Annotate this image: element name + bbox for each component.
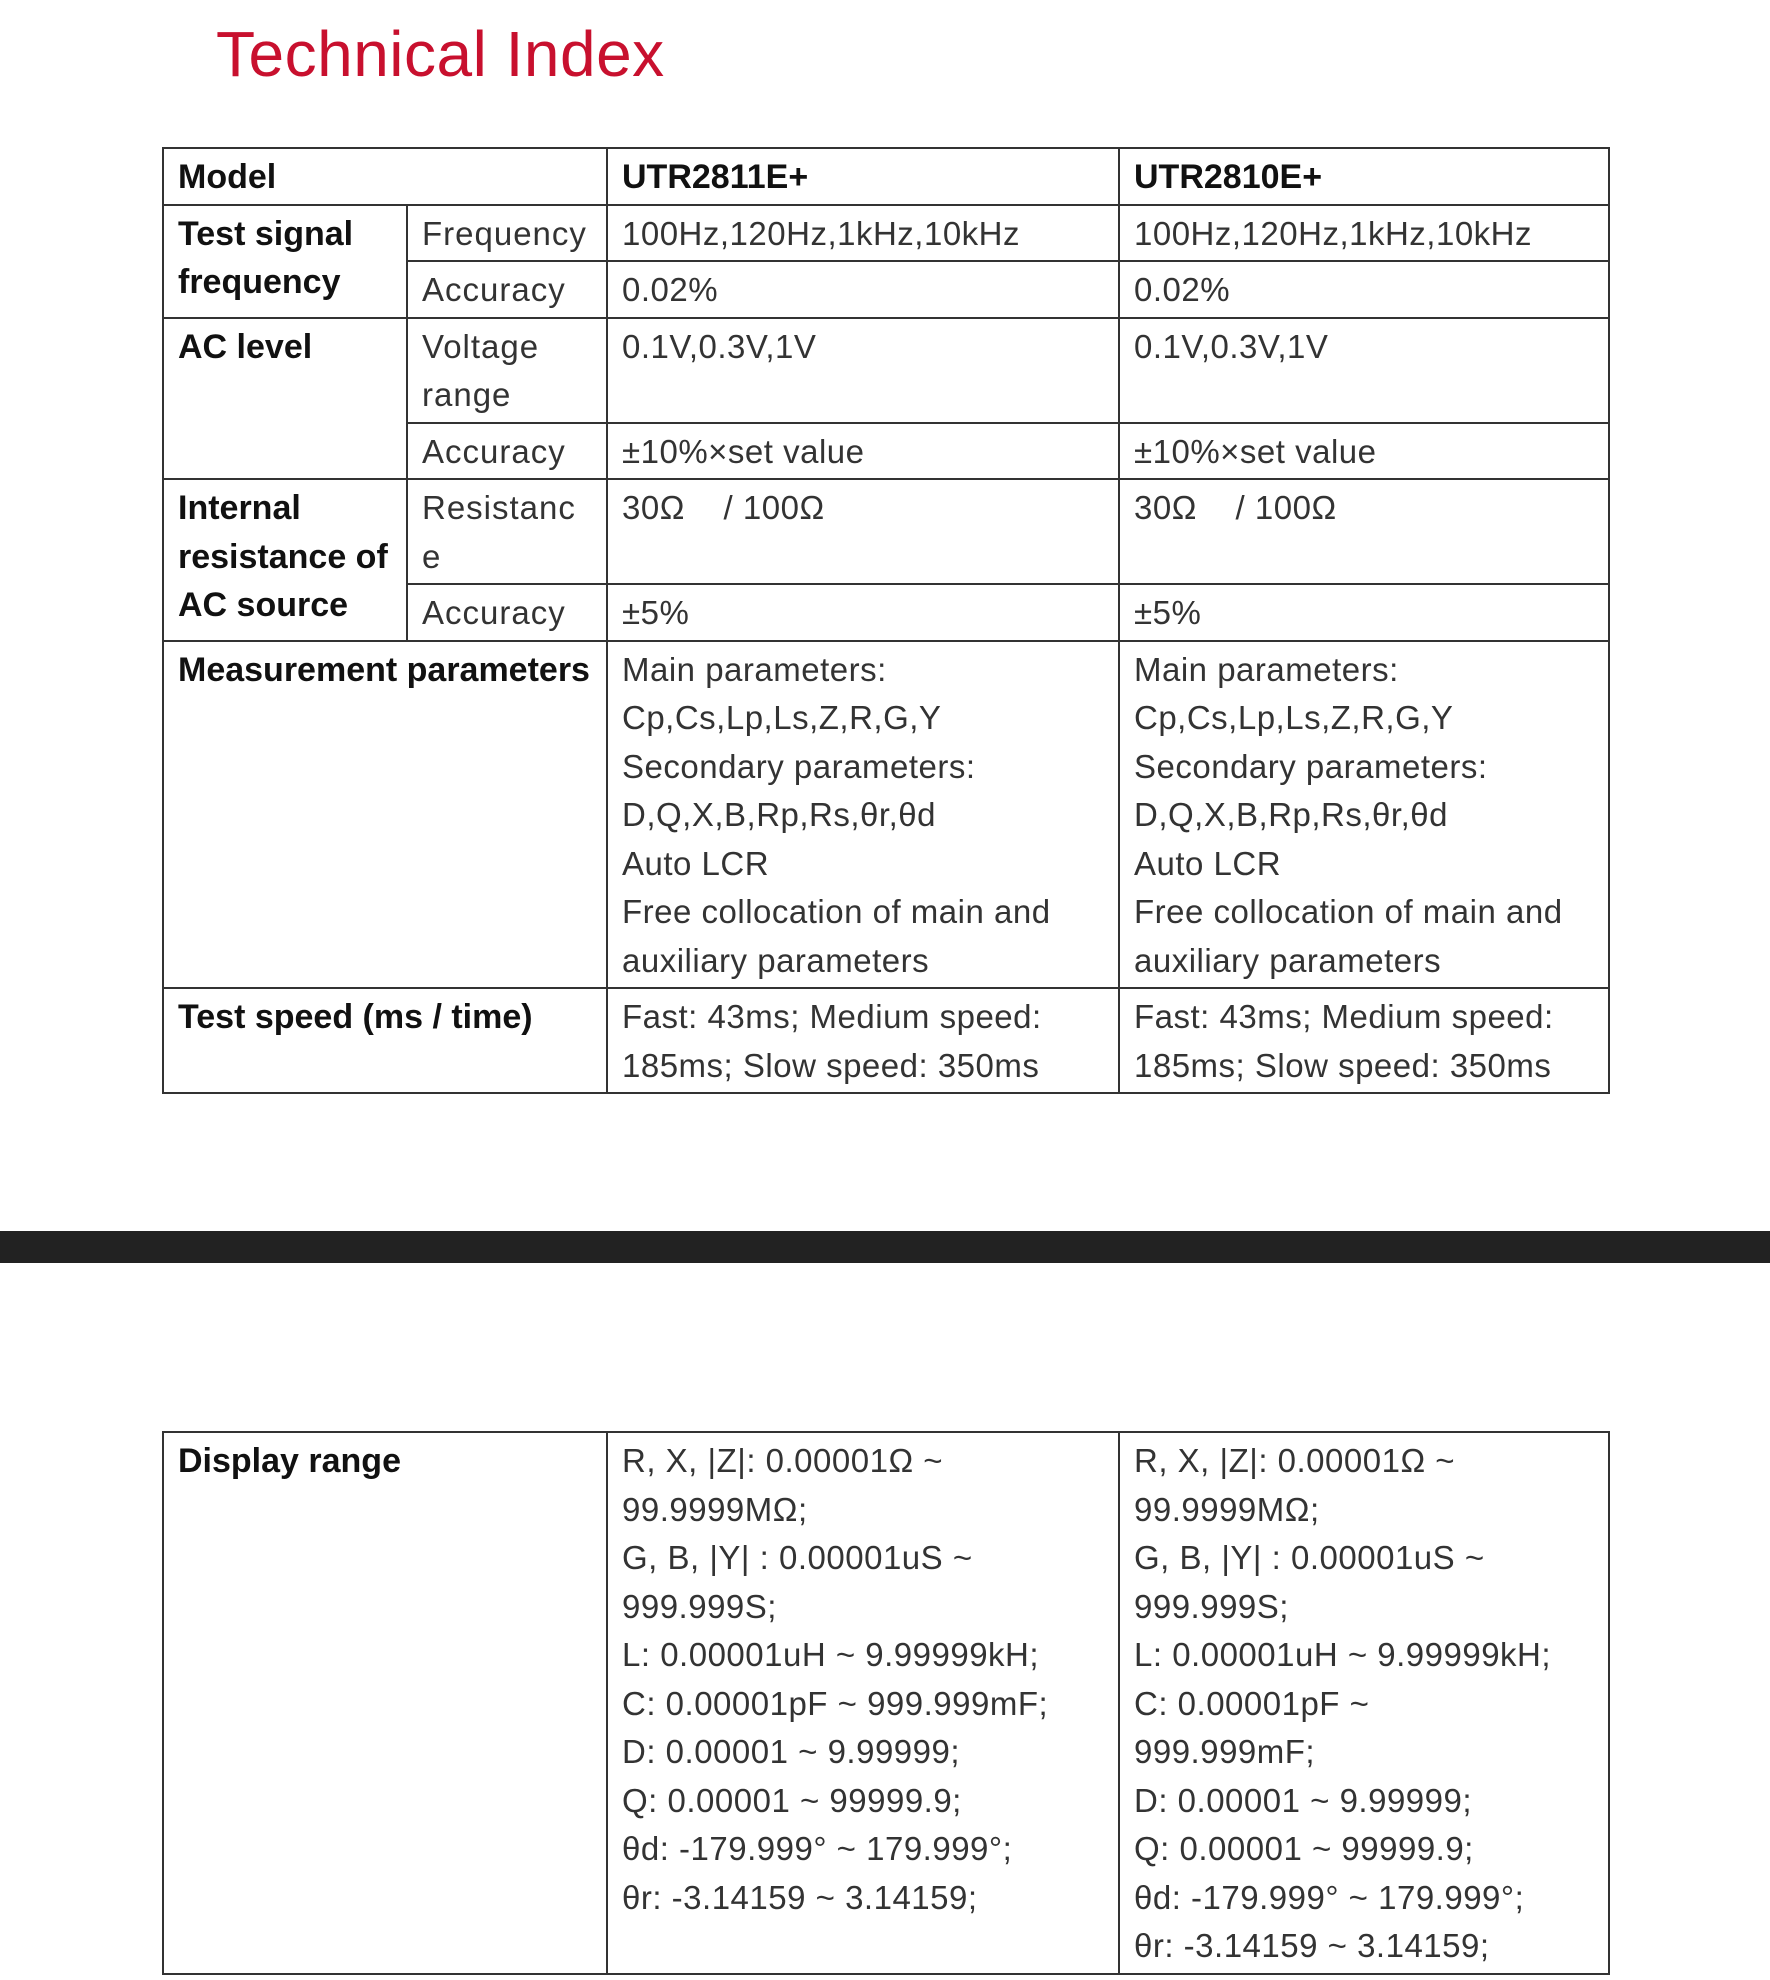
accuracy-value: 0.02% bbox=[607, 261, 1119, 318]
internal-resistance-label: Internal resistance of AC source bbox=[163, 479, 407, 641]
accuracy-label: Accuracy bbox=[407, 423, 607, 480]
voltage-row bbox=[163, 318, 1609, 423]
resistance-label: Resistanc e bbox=[407, 479, 607, 584]
resistance-row bbox=[163, 479, 1609, 584]
model-row bbox=[163, 148, 1609, 205]
spec-table bbox=[162, 147, 1610, 1094]
model-name: UTR2810E+ bbox=[1119, 148, 1609, 205]
test-speed-row bbox=[163, 988, 1609, 1093]
accuracy-value: 0.02% bbox=[1119, 261, 1609, 318]
ac-level-label: AC level bbox=[163, 318, 407, 480]
test-speed-value: Fast: 43ms; Medium speed: 185ms; Slow speed: 350ms bbox=[607, 988, 1119, 1093]
display-range-row bbox=[163, 1432, 1609, 1974]
accuracy-value: ±5% bbox=[1119, 584, 1609, 641]
accuracy-value: ±10%×set value bbox=[607, 423, 1119, 480]
accuracy-label: Accuracy bbox=[407, 584, 607, 641]
resistance-value: 30Ω / 100Ω bbox=[607, 479, 1119, 584]
test-speed-label: Test speed (ms / time) bbox=[163, 988, 607, 1093]
voltage-range-label: Voltage range bbox=[407, 318, 607, 423]
frequency-value: 100Hz,120Hz,1kHz,10kHz bbox=[1119, 205, 1609, 262]
measurement-value: Main parameters: Cp,Cs,Lp,Ls,Z,R,G,Y Secondary parameters: D,Q,X,B,Rp,Rs,θr,θd Auto LCR Free collocation of main and auxiliary parameters bbox=[607, 641, 1119, 989]
display-range-value: R, X, |Z|: 0.00001Ω ~ 99.9999MΩ; G, B, |Y| : 0.00001uS ~ 999.999S; L: 0.00001uH ~ 9.99999kH; C: 0.00001pF ~ 999.999mF; D: 0.00001 ~ 9.99999; Q: 0.00001 ~ 99999.9; θd: -179.999° ~ 179.999°; θr: -3.14159 ~ 3.14159; bbox=[1119, 1432, 1609, 1974]
measurement-label: Measurement parameters bbox=[163, 641, 607, 989]
measurement-value: Main parameters: Cp,Cs,Lp,Ls,Z,R,G,Y Secondary parameters: D,Q,X,B,Rp,Rs,θr,θd Auto LCR Free collocation of main and auxiliary parameters bbox=[1119, 641, 1609, 989]
test-signal-label: Test signal frequency bbox=[163, 205, 407, 318]
measurement-row bbox=[163, 641, 1609, 989]
test-speed-value: Fast: 43ms; Medium speed: 185ms; Slow speed: 350ms bbox=[1119, 988, 1609, 1093]
voltage-value: 0.1V,0.3V,1V bbox=[1119, 318, 1609, 423]
frequency-value: 100Hz,120Hz,1kHz,10kHz bbox=[607, 205, 1119, 262]
model-name: UTR2811E+ bbox=[607, 148, 1119, 205]
frequency-label: Frequency bbox=[407, 205, 607, 262]
frequency-row bbox=[163, 205, 1609, 262]
accuracy-value: ±10%×set value bbox=[1119, 423, 1609, 480]
model-label: Model bbox=[163, 148, 607, 205]
display-range-value: R, X, |Z|: 0.00001Ω ~ 99.9999MΩ; G, B, |Y| : 0.00001uS ~ 999.999S; L: 0.00001uH ~ 9.99999kH; C: 0.00001pF ~ 999.999mF; D: 0.00001 ~ 9.99999; Q: 0.00001 ~ 99999.9; θd: -179.999° ~ 179.999°; θr: -3.14159 ~ 3.14159; bbox=[607, 1432, 1119, 1974]
resistance-value: 30Ω / 100Ω bbox=[1119, 479, 1609, 584]
display-range-label: Display range bbox=[163, 1432, 607, 1974]
display-range-table bbox=[162, 1431, 1610, 1975]
accuracy-value: ±5% bbox=[607, 584, 1119, 641]
accuracy-label: Accuracy bbox=[407, 261, 607, 318]
page-title: Technical Index bbox=[216, 18, 665, 90]
voltage-value: 0.1V,0.3V,1V bbox=[607, 318, 1119, 423]
section-divider bbox=[0, 1231, 1770, 1263]
